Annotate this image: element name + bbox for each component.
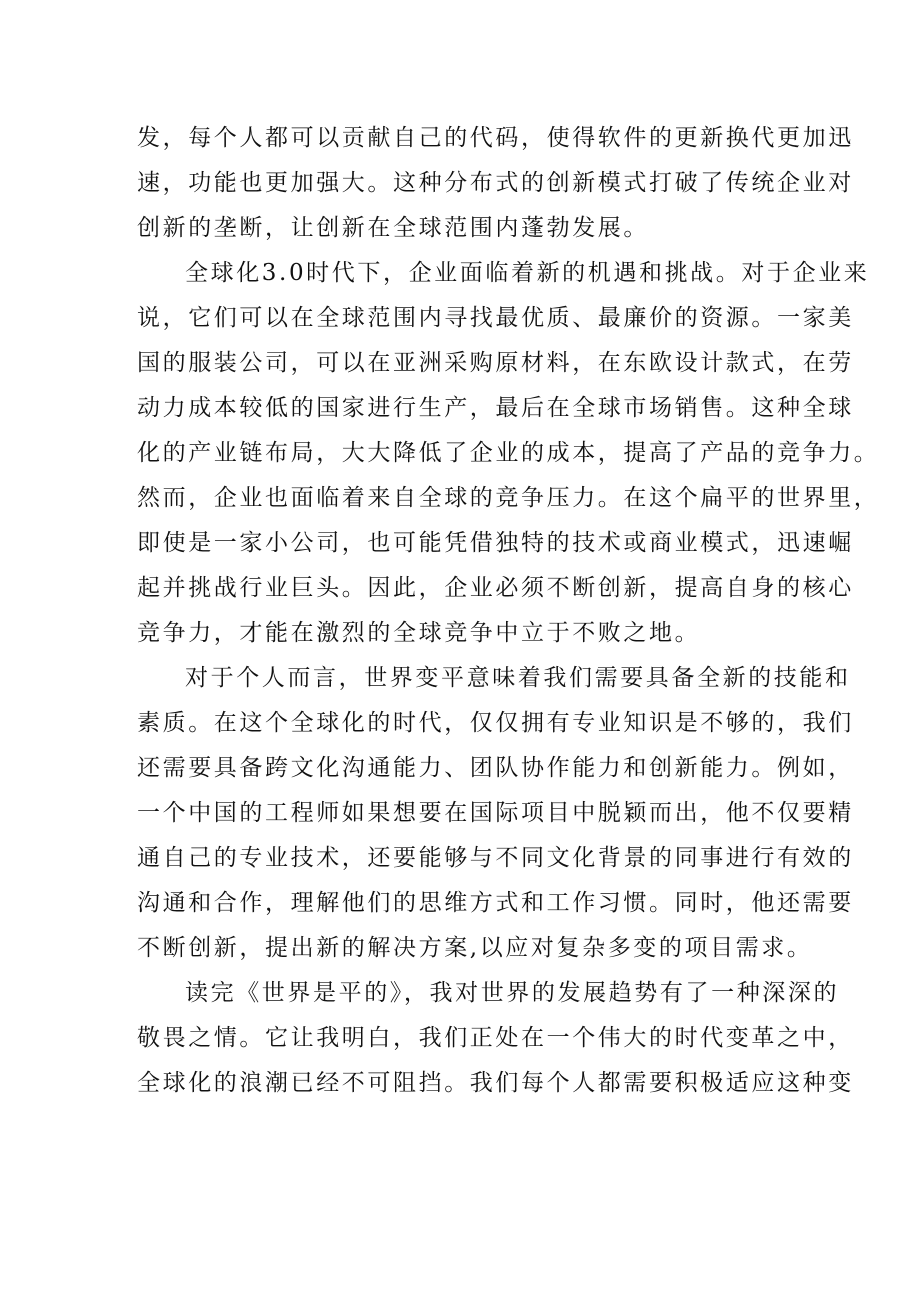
text-line: 对于个人而言，世界变平意味着我们需要具备全新的技能和 [185,665,851,691]
text-line: 还需要具备跨文化沟通能力、团队协作能力和创新能力。例如， [137,755,854,781]
text-line: 敬畏之情。它让我明白，我们正处在一个伟大的时代变革之中， [137,1025,854,1051]
text-line: 说，它们可以在全球范围内寻找最优质、最廉价的资源。一家美 [137,305,854,331]
text-line: 即使是一家小公司，也可能凭借独特的技术或商业模式，迅速崛 [137,530,854,556]
paragraph-1 [137,116,854,251]
text-line: 起并挑战行业巨头。因此，企业必须不断创新，提高自身的核心 [137,575,854,601]
text-line: 国的服装公司，可以在亚洲采购原材料，在东欧设计款式，在劳 [137,350,854,376]
text-line: 不断创新，提出新的解决方案,以应对复杂多变的项目需求。 [137,935,813,961]
text-line: 速，功能也更加强大。这种分布式的创新模式打破了传统企业对 [137,170,854,196]
text-line: 沟通和合作，理解他们的思维方式和工作习惯。同时，他还需要 [137,890,854,916]
paragraph-3 [137,656,854,971]
text-line: 动力成本较低的国家进行生产，最后在全球市场销售。这种全球 [137,395,854,421]
text-line: 一个中国的工程师如果想要在国际项目中脱颖而出，他不仅要精 [137,800,854,826]
paragraph-4 [137,971,854,1106]
text-line: 通自己的专业技术，还要能够与不同文化背景的同事进行有效的 [137,845,854,871]
text-line: 创新的垄断，让创新在全球范围内蓬勃发展。 [137,215,649,241]
text-line: 全球化的浪潮已经不可阻挡。我们每个人都需要积极适应这种变 [137,1070,854,1096]
body-text [137,116,880,1106]
text-line: 发，每个人都可以贡献自己的代码，使得软件的更新换代更加迅 [137,125,854,151]
paragraph-2 [137,251,880,656]
text-line: 读完《世界是平的》，我对世界的发展趋势有了一种深深的 [185,980,840,1006]
text-line: 然而，企业也面临着来自全球的竞争压力。在这个扁平的世界里， [137,485,880,511]
text-line: 素质。在这个全球化的时代，仅仅拥有专业知识是不够的，我们 [137,710,854,736]
text-line: 化的产业链布局，大大降低了企业的成本，提高了产品的竞争力。 [137,440,880,466]
text-line: 全球化3.0时代下，企业面临着新的机遇和挑战。对于企业来 [185,260,870,286]
text-line: 竞争力，才能在激烈的全球竞争中立于不败之地。 [137,620,701,646]
